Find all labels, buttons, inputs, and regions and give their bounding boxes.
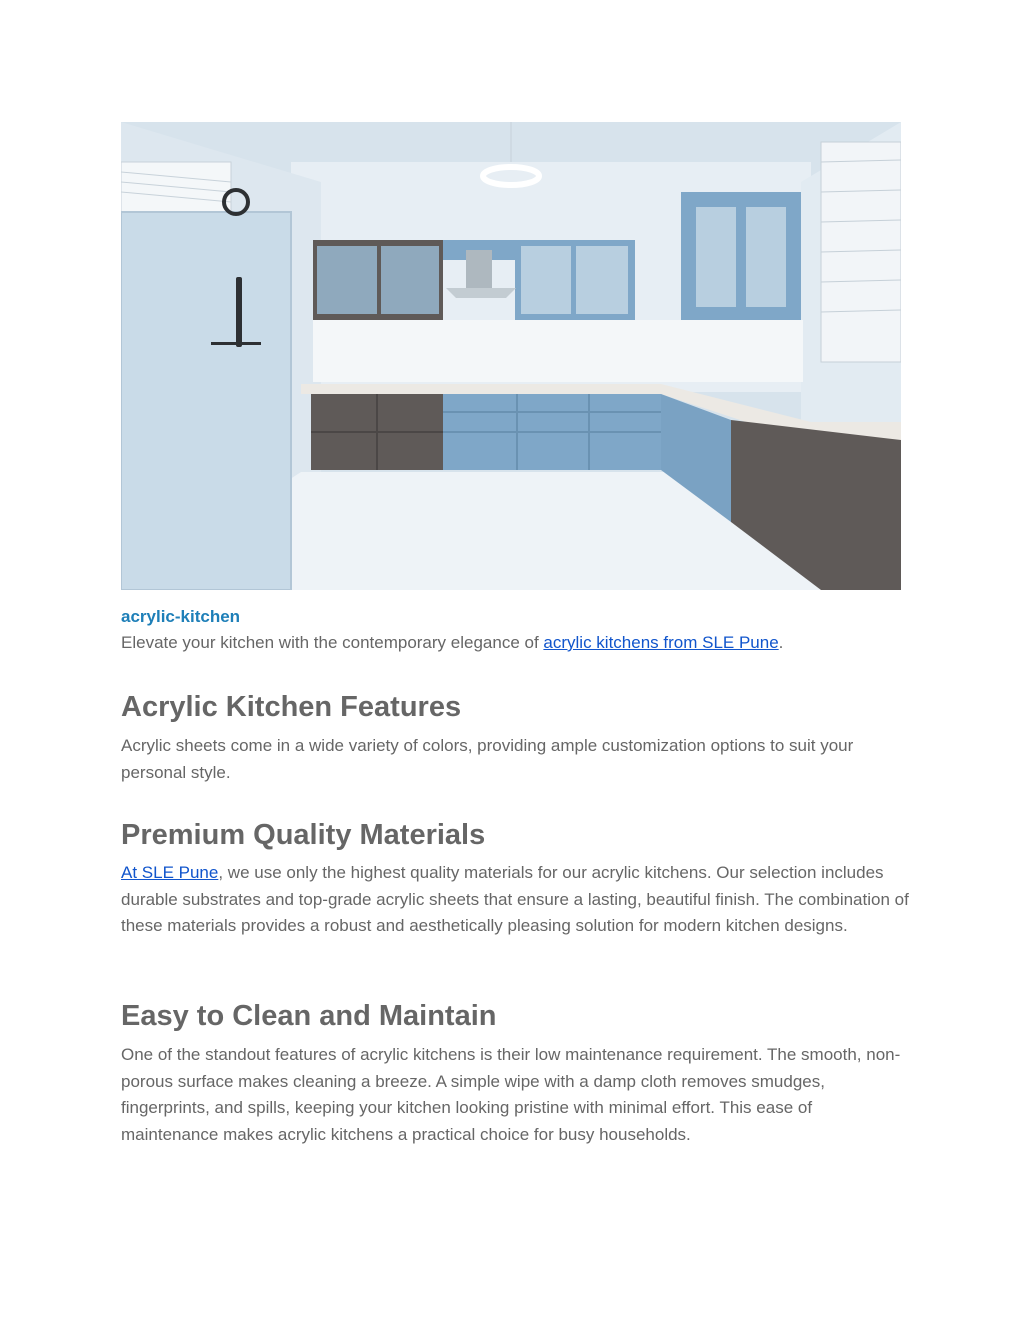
heading-premium-quality-materials: Premium Quality Materials [121,819,486,851]
caption-end: . [778,633,784,652]
acrylic-kitchens-link[interactable]: acrylic kitchens from SLE Pune [543,633,779,652]
paragraph-features: Acrylic sheets come in a wide variety of colors, providing ample customization options to suit your personal style. [121,736,854,782]
caption-text: Elevate your kitchen with the contemporary elegance of [121,633,544,652]
paragraph-maintenance: One of the standout features of acrylic kitchens is their low maintenance requirement. The smooth, non-porous surface makes cleaning a breeze. A simple wipe with a damp cloth removes smudges, fingerprints, and spills, keeping your kitchen looking pristine with minimal effort. This ease of maintenance makes acrylic kitchens a practical choice for busy households. [121,1045,901,1144]
image-caption [121,633,783,653]
paragraph-materials-text: , we use only the highest quality materials for our acrylic kitchens. Our selection includes durable substrates and top-grade acrylic sheets that ensure a lasting, beautiful finish. The combination of these materials provides a robust and aesthetically pleasing solution for modern kitchen designs. [121,863,909,935]
kitchen-image [121,122,901,590]
heading-easy-to-clean: Easy to Clean and Maintain [121,1000,497,1032]
kitchen-photo-icon [121,122,901,590]
sle-pune-link[interactable]: At SLE Pune [121,863,219,882]
paragraph-materials [121,860,911,940]
heading-acrylic-kitchen-features: Acrylic Kitchen Features [121,691,462,723]
image-caption-title: acrylic-kitchen [121,607,241,626]
